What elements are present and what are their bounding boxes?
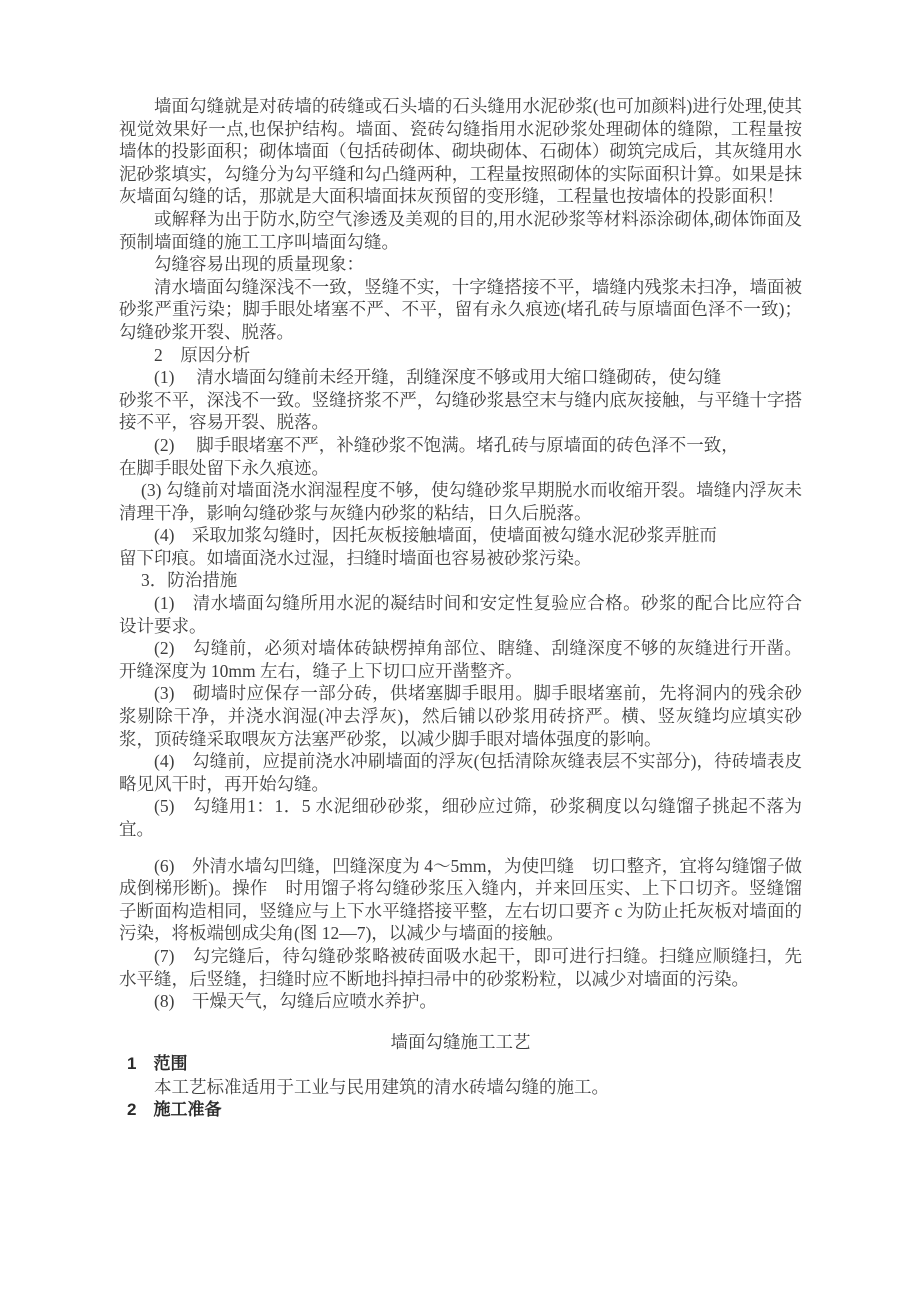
cause-item-4-rest: 留下印痕。如墙面浇水过湿，扫缝时墙面也容易被砂浆污染。 <box>119 547 592 568</box>
intro-paragraph-1: 墙面勾缝就是对砖墙的砖缝或石头墙的石头缝用水泥砂浆(也可加颜料)进行处理,使其视觉效果好一点,也保护结构。墙面、瓷砖勾缝指用水泥砂浆处理砌体的缝隙，工程量按墙体的投影面积；砌体墙面（包括砖砌体、砌块砌体、石砌体）砌筑完成后，其灰缝用水泥砂浆填实，勾缝分为勾平缝和勾凸缝两种，工程量按照砌体的实际面积计算。如果是抹灰墙面勾缝的话，那就是大面积墙面抹灰预留的变形缝，工程量也按墙体的投影面积！ <box>119 96 802 207</box>
measure-item-6: (6) 外清水墙勾凹缝，凹缝深度为 4～5mm，为使凹缝 切口整齐，宜将勾缝馏子做成倒梯形断)。操作 时用馏子将勾缝砂浆压入缝内，并来回压实、上下口切齐。竖缝馏子断面构造相同，竖缝应与上下水平缝搭接平整，左右切口要齐 c 为防止托灰板对墙面的污染，将板端刨成尖角(图 12—7)，以减少与墙面的接触。 <box>119 855 802 944</box>
cause-item-1-line-1: (1) 清水墙面勾缝前未经开缝，刮缝深度不够或用大缩口缝砌砖，使勾缝 <box>154 367 722 388</box>
section-heading-preparation: 2 施工准备 <box>127 1099 222 1119</box>
measure-item-8: (8) 干燥天气，勾缝后应喷水养护。 <box>154 991 437 1012</box>
craft-standard-title: 墙面勾缝施工工艺 <box>390 1031 531 1052</box>
section-heading-scope: 1 范围 <box>127 1054 188 1074</box>
cause-item-1-rest: 砂浆不平，深浅不一致。竖缝挤浆不严，勾缝砂浆悬空末与缝内底灰接触，与平缝十字搭接不平，容易开裂、脱落。 <box>119 389 802 433</box>
measure-item-1: (1) 清水墙面勾缝所用水泥的凝结时间和安定性复验应合格。砂浆的配合比应符合设计要求。 <box>119 593 802 636</box>
measure-item-3: (3) 砌墙时应保存一部分砖，供堵塞脚手眼用。脚手眼堵塞前，先将洞内的残余砂浆剔除干净，并浇水润湿(冲去浮灰)，然后铺以砂浆用砖挤严。横、竖灰缝均应填实砂浆，顶砖缝采取喂灰方法塞严砂浆，以减少脚手眼对墙体强度的影响。 <box>119 683 802 749</box>
cause-item-4-line-1: (4) 采取加浆勾缝时，因托灰板接触墙面，使墙面被勾缝水泥砂浆弄脏而 <box>154 525 717 546</box>
quality-issues-lead: 勾缝容易出现的质量现象： <box>154 254 364 275</box>
measure-item-7: (7) 勾完缝后，待勾缝砂浆略被砖面吸水起干，即可进行扫缝。扫缝应顺缝扫，先水平缝，后竖缝，扫缝时应不断地抖掉扫帚中的砂浆粉粒，以减少对墙面的污染。 <box>119 945 802 989</box>
section-scope-body: 本工艺标准适用于工业与民用建筑的清水砖墙勾缝的施工。 <box>154 1076 609 1097</box>
cause-item-3: (3) 勾缝前对墙面浇水润湿程度不够，使勾缝砂浆早期脱水而收缩开裂。墙缝内浮灰未清理干净，影响勾缝砂浆与灰缝内砂浆的粘结，日久后脱落。 <box>119 480 802 523</box>
document-content <box>119 95 802 1121</box>
intro-paragraph-2: 或解释为出于防水,防空气渗透及美观的目的,用水泥砂浆等材料添涂砌体,砌体饰面及预制墙面缝的施工工序叫墙面勾缝。 <box>119 208 802 252</box>
measure-item-5: (5) 勾缝用1：1．5 水泥细砂砂浆，细砂应过筛，砂浆稠度以勾缝馏子挑起不落为宜。 <box>119 796 802 839</box>
measure-item-2: (2) 勾缝前，必须对墙体砖缺楞掉角部位、瞎缝、刮缝深度不够的灰缝进行开凿。开缝深度为 10mm 左右，缝子上下切口应开凿整齐。 <box>119 638 802 681</box>
cause-item-2-line-1: (2) 脚手眼堵塞不严，补缝砂浆不饱满。堵孔砖与原墙面的砖色泽不一致， <box>154 434 739 455</box>
measure-item-4: (4) 勾缝前，应提前浇水冲刷墙面的浮灰(包括清除灰缝表层不实部分)，待砖墙表皮略见风干时，再开始勾缝。 <box>119 751 802 794</box>
measures-heading: 3．防治措施 <box>141 570 238 591</box>
quality-issues-body: 清水墙面勾缝深浅不一致，竖缝不实，十字缝搭接不平，墙缝内残浆未扫净，墙面被砂浆严重污染；脚手眼处堵塞不严、不平，留有永久痕迹(堵孔砖与原墙面色泽不一致)；勾缝砂浆开裂、脱落。 <box>119 276 802 342</box>
cause-item-2-rest: 在脚手眼处留下永久痕迹。 <box>119 457 329 478</box>
causes-heading: 2 原因分析 <box>154 344 251 365</box>
